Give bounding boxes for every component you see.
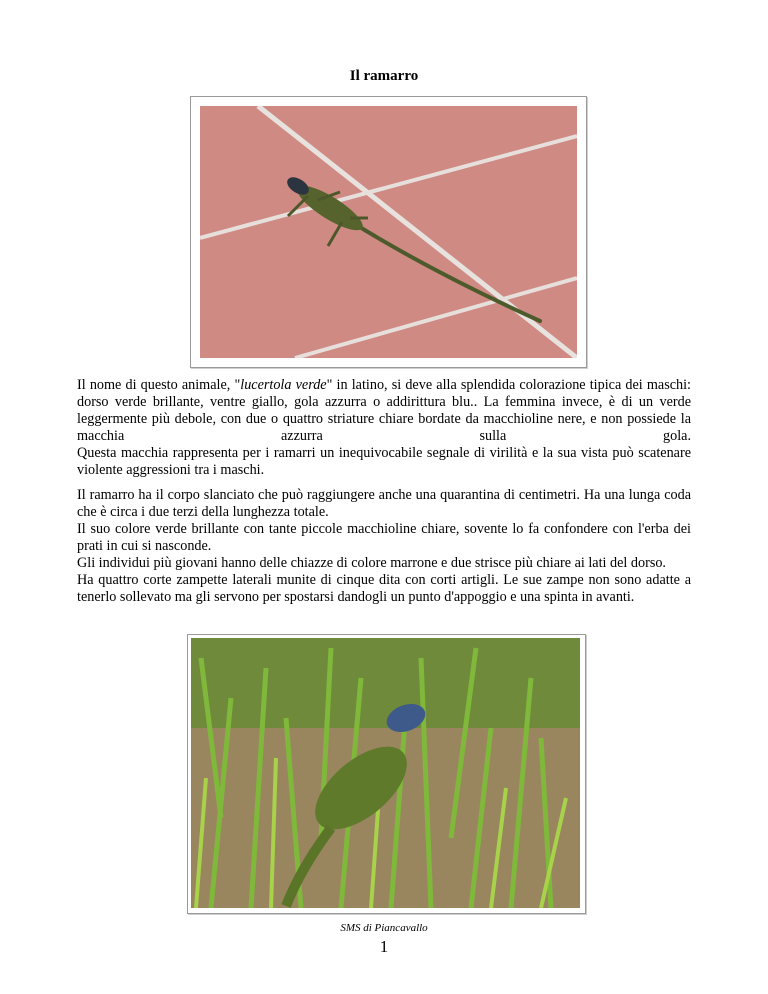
paragraph-line: Il suo colore verde brillante con tante piccole macchioline chiare, sovente lo fa confondere con l'erba dei prati in cui si nasconde. xyxy=(77,521,691,554)
paragraph-text-end: " in latino, si deve alla splendida colorazione tipica dei maschi: dorso verde brillante, ventre giallo, gola azzurra o addirittura blu.. La femmina invece, è di un verde leggermente più debole, con due o quattro striature chiare bordate da macchioline nere, e non possiede la macchia azzurra sulla gola. xyxy=(77,377,691,444)
page-title: Il ramarro xyxy=(349,68,419,84)
body-paragraph xyxy=(77,487,691,606)
paragraph-line: Il ramarro ha il corpo slanciato che può raggiungere anche una quarantina di centimetri. Ha una lunga coda che è circa i due terzi della lunghezza totale. xyxy=(77,487,691,520)
footer-label: SMS di Piancavallo xyxy=(340,922,428,934)
lizard-on-tiles-photo xyxy=(190,96,587,368)
paragraph-text-start: Il nome di questo animale, " xyxy=(77,377,241,393)
paragraph-line: Ha quattro corte zampette laterali munite di cinque dita con corti artigli. Le sue zampe non sono adatte a tenerlo sollevato ma gli servono per spostarsi dandogli un punto d'appoggio e una spinta in avanti. xyxy=(77,572,691,605)
lizard-in-grass-photo xyxy=(187,634,586,914)
paragraph-line: Gli individui più giovani hanno delle chiazze di colore marrone e due strisce più chiare ai lati del dorso. xyxy=(77,555,666,571)
page-number: 1 xyxy=(379,937,389,956)
paragraph-line: Questa macchia rappresenta per i ramarri un inequivocabile segnale di virilità e la sua vista può scatenare violente aggressioni tra i maschi. xyxy=(77,445,691,478)
latin-name: lucertola verde xyxy=(240,377,327,393)
description-paragraph xyxy=(77,377,691,479)
